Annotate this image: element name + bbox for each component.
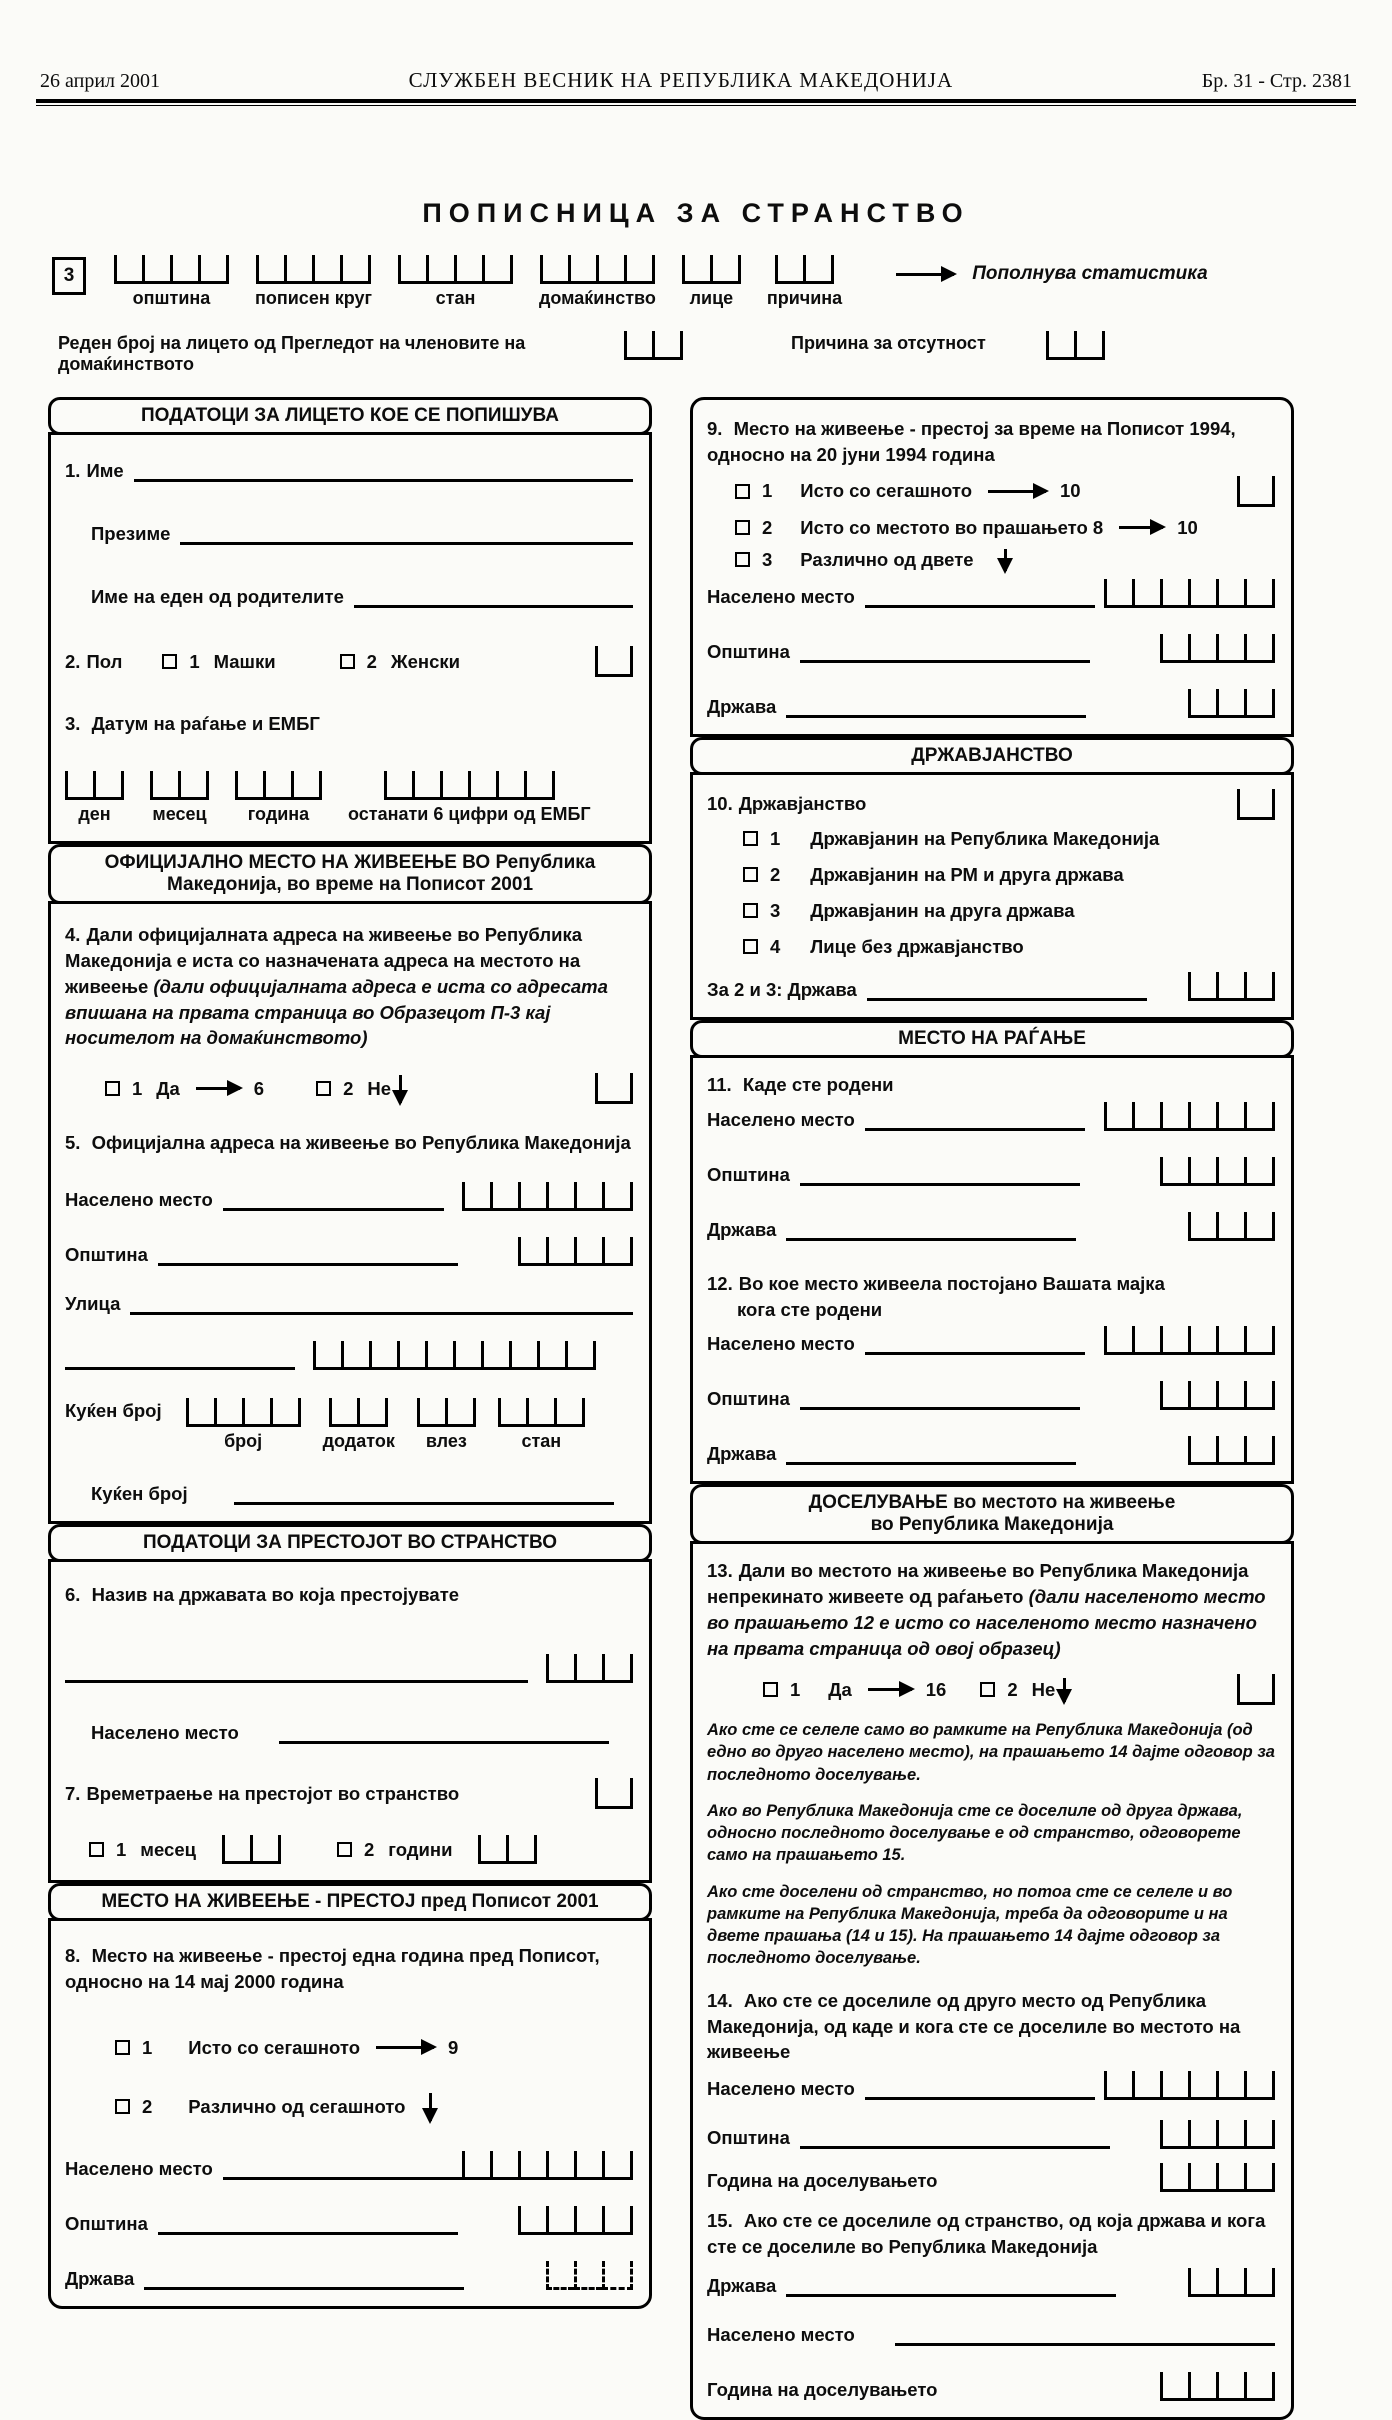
masthead-issue: Бр. 31 - Стр. 2381	[1201, 70, 1352, 92]
q8-country-line[interactable]	[144, 2267, 464, 2290]
q11-number: 11.	[707, 1073, 732, 1095]
q8-municipality-label: Општина	[65, 2212, 148, 2234]
q2-number: 2.	[65, 650, 81, 672]
q11-settlement-label: Населено место	[707, 1108, 855, 1130]
q8-goto-9: 9	[448, 2036, 459, 2058]
q13-yes-code: 1	[790, 1678, 801, 1700]
q10-opt2-code: 2	[770, 863, 781, 885]
q13-no-checkbox[interactable]	[980, 1682, 995, 1697]
q9-municipality-cells[interactable]	[1160, 634, 1275, 663]
q11-settlement-line[interactable]	[865, 1108, 1085, 1131]
q5-municipality-label: Општина	[65, 1244, 148, 1266]
apartment-cells[interactable]	[498, 1398, 585, 1427]
absence-reason-cells[interactable]	[1046, 331, 1105, 360]
q7-number: 7.	[65, 1782, 81, 1804]
q10-opt3-checkbox[interactable]	[743, 903, 758, 918]
q8-different-code: 2	[142, 2095, 153, 2117]
section-person-header: ПОДАТОЦИ ЗА ЛИЦЕТО КОЕ СЕ ПОПИШУВА	[48, 397, 652, 435]
q15-year-label: Година на доселувањето	[707, 2379, 938, 2401]
q1-number: 1.	[65, 460, 81, 481]
ordinal-label: Реден број на лицето од Прегледот на членовите на домаќинството	[58, 333, 526, 374]
q11-country-line[interactable]	[786, 1218, 1076, 1241]
q4-answer-box[interactable]	[595, 1073, 633, 1104]
parent-name-line[interactable]	[354, 585, 633, 608]
q10-opt2-label: Државјанин на РМ и друга држава	[810, 863, 1124, 885]
q9-different-checkbox[interactable]	[735, 552, 750, 567]
q13-text-italic: (дали населеното место во прашањето 12 е исто со населеното место назначено на првата страница од овој образец)	[707, 1586, 1266, 1660]
q13-note-1: Ако сте се селеле само во рамките на Република Македонија (од едно во друго населено место), на прашањето 14 дајте одговор за последното доселување.	[707, 1721, 1275, 1784]
q13-answer-box[interactable]	[1237, 1674, 1275, 1705]
reason-code-label: причина	[766, 288, 843, 308]
q9-same-code: 1	[762, 480, 773, 502]
q10-opt4-checkbox[interactable]	[743, 939, 758, 954]
section-census1994-body	[690, 397, 1294, 737]
dwelling-code-cells[interactable]	[398, 255, 513, 284]
section-official-residence-header	[48, 844, 652, 904]
sex-female-label: Женски	[390, 650, 461, 672]
q8-settlement-line[interactable]	[223, 2157, 462, 2180]
q5-label: Официјална адреса на живеење во Република Македонија	[91, 1132, 631, 1154]
q5-house-number-label: Куќен број	[65, 1400, 162, 1422]
q6-settlement-line[interactable]	[279, 1721, 609, 1744]
q11-label: Каде сте родени	[742, 1073, 894, 1095]
q4-no-label: Не	[367, 1077, 392, 1099]
q14-settlement-label: Населено место	[707, 2078, 855, 2100]
q5-settlement-cells[interactable]	[462, 1182, 633, 1211]
q9-settlement-label: Населено место	[707, 585, 855, 607]
q15-settlement-line[interactable]	[895, 2323, 1275, 2346]
q9-different-code: 3	[762, 548, 773, 570]
q9-sameq8-checkbox[interactable]	[735, 520, 750, 535]
q5-municipality-cells[interactable]	[518, 1237, 633, 1266]
first-name-line[interactable]	[134, 459, 633, 482]
birth-year-label: година	[247, 803, 310, 824]
q6-number: 6.	[65, 1584, 81, 1606]
first-name-label: Име	[86, 460, 124, 481]
masthead	[40, 68, 1352, 93]
section-citizenship-header: ДРЖАВЈАНСТВО	[690, 737, 1294, 775]
q5-street-label: Улица	[65, 1293, 121, 1315]
q11-country-label: Држава	[707, 1218, 777, 1240]
q8-settlement-cells[interactable]	[462, 2151, 633, 2180]
ordinal-row	[58, 333, 1392, 375]
masthead-rule-thin	[36, 105, 1356, 106]
arrow-right-icon	[988, 490, 1046, 493]
birth-year-cells[interactable]	[235, 771, 322, 800]
q9-municipality-label: Општина	[707, 640, 790, 662]
masthead-date: 26 април 2001	[40, 70, 160, 92]
section-residence-before-header: МЕСТО НА ЖИВЕЕЊЕ - ПРЕСТОЈ пред Пописот 2001	[48, 1883, 652, 1921]
q3-number: 3.	[65, 713, 81, 734]
q7-years-checkbox[interactable]	[337, 1842, 352, 1857]
q4-text: Дали официјалната адреса на живеење во Република Македонија е иста со назначената адреса на местото на живеење	[65, 923, 583, 997]
q15-label: Ако сте се доселиле од странство, од која држава и кога сте се доселиле во Република Македонија	[707, 2210, 1266, 2258]
q15-country-line[interactable]	[786, 2274, 1116, 2297]
q12-settlement-label: Населено место	[707, 1333, 855, 1355]
q12-label-line1: Во кое место живеела постојано Вашата мајка	[738, 1272, 1165, 1294]
q12-municipality-label: Општина	[707, 1388, 790, 1410]
q7-years-code: 2	[363, 1838, 375, 1860]
q15-country-label: Држава	[707, 2275, 777, 2297]
q4-no-code: 2	[343, 1077, 354, 1099]
q6-label: Назив на државата во која престојувате	[91, 1584, 460, 1606]
q6-country-cells[interactable]	[546, 1654, 633, 1683]
q5-street-line2[interactable]	[65, 1347, 295, 1370]
q15-number: 15.	[707, 2210, 733, 2232]
scanned-gazette-page	[0, 68, 1392, 2401]
q6-settlement-label: Населено место	[91, 1722, 239, 1744]
official-residence-header-line2: Македонија, во време на Пописот 2001	[166, 873, 534, 895]
q7-month-checkbox[interactable]	[89, 1842, 104, 1857]
birth-month-cells[interactable]	[150, 771, 209, 800]
q10-opt1-label: Државјанин на Република Македонија	[810, 827, 1160, 849]
q4-no-checkbox[interactable]	[316, 1081, 331, 1096]
q9-country-cells[interactable]	[1188, 689, 1275, 718]
q10-opt4-code: 4	[770, 935, 781, 957]
section-birthplace-body	[690, 1055, 1294, 1485]
q12-number: 12.	[707, 1272, 733, 1294]
q5-house-number2-label: Куќен број	[91, 1483, 188, 1505]
q5-number: 5.	[65, 1132, 81, 1154]
q13-text: Дали во местото на живеење во Република Македонија непрекинато живеете од раѓањето	[707, 1560, 1249, 1608]
surname-label: Презиме	[91, 523, 171, 544]
q15-country-cells[interactable]	[1188, 2268, 1275, 2297]
q7-label: Времетраење на престојот во странство	[86, 1782, 460, 1804]
q10-opt1-checkbox[interactable]	[743, 831, 758, 846]
form-code-box: 3	[52, 257, 86, 295]
sex-answer-box[interactable]	[595, 646, 633, 677]
section-official-residence-body	[48, 901, 652, 1524]
q8-different-checkbox[interactable]	[115, 2099, 130, 2114]
arrow-right-icon	[1119, 526, 1163, 529]
q13-yes-label: Да	[828, 1678, 852, 1700]
q12-country-line[interactable]	[786, 1442, 1076, 1465]
q4-yes-code: 1	[132, 1077, 143, 1099]
q13-no-code: 2	[1007, 1678, 1018, 1700]
census-circle-code-cells[interactable]	[256, 255, 371, 284]
q7-month-code: 1	[116, 1838, 127, 1860]
entrance-cells[interactable]	[417, 1398, 476, 1427]
sex-female-code: 2	[366, 650, 377, 672]
q10-opt3-code: 3	[770, 899, 781, 921]
q9-sameq8-code: 2	[762, 516, 773, 538]
section-residence-before-body	[48, 1918, 652, 2309]
birth-day-label: ден	[78, 803, 111, 824]
q11-settlement-cells[interactable]	[1104, 1102, 1275, 1131]
q7-years-label: години	[388, 1838, 453, 1860]
q8-country-label: Држава	[65, 2267, 135, 2289]
q12-settlement-line[interactable]	[865, 1332, 1085, 1355]
q10-label: Државјанство	[738, 793, 867, 815]
statistics-note: Пополнува статистика	[972, 263, 1208, 284]
q13-yes-checkbox[interactable]	[763, 1682, 778, 1697]
house-suffix-cell-label: додаток	[322, 1431, 395, 1452]
ordinal-cells[interactable]	[624, 331, 683, 360]
q9-different-label: Различно од двете	[800, 548, 974, 570]
dwelling-code-label: стан	[435, 288, 476, 308]
q12-country-label: Држава	[707, 1443, 777, 1465]
q5-settlement-line[interactable]	[223, 1188, 444, 1211]
q13-goto-16: 16	[925, 1678, 947, 1700]
q4-goto-6: 6	[253, 1077, 265, 1099]
arrow-down-icon	[1004, 549, 1007, 571]
q7-answer-box[interactable]	[595, 1778, 633, 1809]
q4-yes-label: Да	[156, 1077, 180, 1099]
migration-header-line2: во Република Македонија	[870, 1514, 1114, 1536]
q8-municipality-cells[interactable]	[518, 2206, 633, 2235]
q10-opt2-checkbox[interactable]	[743, 867, 758, 882]
q12-municipality-cells[interactable]	[1160, 1381, 1275, 1410]
q15-year-cells[interactable]	[1160, 2372, 1275, 2401]
q9-municipality-line[interactable]	[800, 640, 1090, 663]
house-number-cell-label: број	[224, 1431, 263, 1452]
q9-answer-box[interactable]	[1237, 476, 1275, 507]
municipality-code-label: општина	[132, 288, 211, 308]
arrow-down-icon	[1063, 1678, 1066, 1702]
q10-country-line[interactable]	[867, 978, 1147, 1001]
household-code-cells[interactable]	[540, 255, 655, 284]
arrow-right-icon	[896, 273, 954, 276]
q9-number: 9.	[707, 418, 723, 439]
q14-municipality-line[interactable]	[800, 2126, 1110, 2149]
q13-number: 13.	[707, 1560, 733, 1582]
birth-month-label: месец	[152, 803, 207, 824]
q8-number: 8.	[65, 1945, 81, 1967]
person-code-cells[interactable]	[682, 255, 741, 284]
form-title: ПОПИСНИЦА ЗА СТРАНСТВО	[422, 198, 970, 228]
q9-same-label: Исто со сегашното	[800, 480, 972, 502]
q8-same-checkbox[interactable]	[115, 2040, 130, 2055]
section-migration-header	[690, 1484, 1294, 1544]
q10-answer-box[interactable]	[1237, 789, 1275, 820]
section-abroad-body	[48, 1559, 652, 1883]
q12-label-line2: кога сте родени	[737, 1298, 883, 1320]
household-code-label: домаќинство	[538, 288, 656, 308]
masthead-rule-thick	[36, 99, 1356, 103]
q12-country-cells[interactable]	[1188, 1436, 1275, 1465]
house-suffix-cells[interactable]	[329, 1398, 388, 1427]
masthead-title: СЛУЖБЕН ВЕСНИК НА РЕПУБЛИКА МАКЕДОНИЈА	[408, 68, 954, 92]
embg-rest-cells[interactable]	[384, 771, 555, 800]
q9-same-checkbox[interactable]	[735, 484, 750, 499]
q14-settlement-line[interactable]	[865, 2077, 1095, 2100]
q8-country-cells[interactable]	[546, 2261, 633, 2290]
section-person-body	[48, 432, 652, 844]
q4-number: 4.	[65, 923, 81, 945]
section-birthplace-header: МЕСТО НА РАЃАЊЕ	[690, 1020, 1294, 1058]
q14-settlement-cells[interactable]	[1104, 2071, 1275, 2100]
migration-header-line1: ДОСЕЛУВАЊЕ во местото на живеење	[808, 1492, 1176, 1514]
sex-female-checkbox[interactable]	[340, 654, 355, 669]
q14-year-cells[interactable]	[1160, 2163, 1275, 2192]
q9-settlement-line[interactable]	[865, 585, 1095, 608]
section-migration-body	[690, 1541, 1294, 2420]
q12-settlement-cells[interactable]	[1104, 1326, 1275, 1355]
entrance-cell-label: влез	[425, 1431, 467, 1452]
q13-note-3: Ако сте доселени од странство, но потоа сте се селеле и во рамките на Република Македонија, треба да одговорите и на двете прашања (14 и 15). На прашањето 14 дајте одговор за последното доселување.	[707, 1882, 1233, 1968]
q13-no-label: Не	[1031, 1678, 1056, 1700]
q10-country-cells[interactable]	[1188, 972, 1275, 1001]
arrow-right-icon	[196, 1087, 240, 1090]
q10-opt3-label: Државјанин на друга држава	[810, 899, 1075, 921]
q5-settlement-label: Населено место	[65, 1189, 213, 1211]
apartment-cell-label: стан	[521, 1431, 562, 1452]
sex-label: Пол	[86, 650, 123, 672]
q7-month-label: месец	[140, 1838, 196, 1860]
q14-municipality-cells[interactable]	[1160, 2120, 1275, 2149]
sex-male-code: 1	[189, 650, 200, 672]
q11-municipality-line[interactable]	[800, 1163, 1080, 1186]
q11-country-cells[interactable]	[1188, 1212, 1275, 1241]
q5-street-cells[interactable]	[313, 1341, 596, 1370]
arrow-down-icon	[429, 2093, 432, 2121]
q7-month-cells[interactable]	[222, 1835, 281, 1864]
q5-house-number2-line[interactable]	[234, 1482, 614, 1505]
section-abroad-header: ПОДАТОЦИ ЗА ПРЕСТОЈОТ ВО СТРАНСТВО	[48, 1524, 652, 1562]
q10-number: 10.	[707, 793, 733, 815]
q9-sameq8-label: Исто со местото во прашањето 8	[800, 516, 1104, 538]
q10-country-label: За 2 и 3: Држава	[707, 978, 857, 1000]
q10-opt1-code: 1	[770, 827, 781, 849]
q7-years-cells[interactable]	[478, 1835, 537, 1864]
birthdate-embg-label: Датум на раѓање и ЕМБГ	[91, 713, 320, 734]
code-row	[52, 255, 1392, 309]
q8-different-label: Различно од сегашното	[188, 2095, 406, 2117]
q9-goto-10a: 10	[1060, 480, 1081, 502]
q14-label: Ако сте се доселиле од друго место од Република Македонија, од каде и кога сте се доселиле во местото на живеење	[707, 1989, 1241, 2063]
q11-municipality-cells[interactable]	[1160, 1157, 1275, 1186]
q5-municipality-line[interactable]	[158, 1243, 458, 1266]
q14-number: 14.	[707, 1989, 733, 2011]
q9-country-line[interactable]	[786, 695, 1086, 718]
q8-settlement-label: Населено место	[65, 2157, 213, 2179]
sex-male-checkbox[interactable]	[162, 654, 177, 669]
sex-male-label: Машки	[213, 650, 276, 672]
parent-name-label: Име на еден од родителите	[91, 586, 344, 607]
q13-note-2: Ако во Република Македонија сте се доселиле од друга држава, односно последното доселување е од странство, одговорете само на прашањето 15.	[707, 1801, 1243, 1865]
q9-country-label: Држава	[707, 695, 777, 717]
official-residence-header-line1: ОФИЦИЈАЛНО МЕСТО НА ЖИВЕЕЊЕ ВО Република	[104, 851, 596, 873]
q4-yes-checkbox[interactable]	[105, 1081, 120, 1096]
q8-municipality-line[interactable]	[158, 2212, 458, 2235]
q8-label: Место на живеење - престој една година пред Пописот, односно на 14 мај 2000 година	[65, 1945, 600, 1993]
q4-text-italic: (дали официјалната адреса е иста со адресата впишана на првата страница во Образецот П-3 кај носителот на домаќинството)	[65, 975, 608, 1049]
q6-country-line[interactable]	[65, 1660, 528, 1683]
municipality-code-cells[interactable]	[114, 255, 229, 284]
embg-rest-label: останати 6 цифри од ЕМБГ	[348, 803, 591, 824]
arrow-down-icon	[399, 1075, 402, 1103]
house-number-cells[interactable]	[186, 1398, 301, 1427]
birth-day-cells[interactable]	[65, 771, 124, 800]
q14-year-label: Година на доселувањето	[707, 2170, 938, 2192]
arrow-right-icon	[376, 2046, 434, 2049]
arrow-right-icon	[868, 1688, 912, 1691]
q9-goto-10b: 10	[1177, 516, 1198, 538]
q9-label: Место на живеење - престој за време на Пописот 1994, односно на 20 јуни 1994 година	[707, 418, 1236, 465]
q15-settlement-label: Населено место	[707, 2324, 855, 2346]
q14-municipality-label: Општина	[707, 2127, 790, 2149]
absence-reason-label: Причина за отсутност	[791, 333, 986, 353]
census-circle-code-label: пописен круг	[255, 288, 372, 308]
person-code-label: лице	[689, 288, 734, 308]
reason-code-cells[interactable]	[775, 255, 834, 284]
q8-same-code: 1	[142, 2036, 153, 2058]
surname-line[interactable]	[180, 522, 633, 545]
section-citizenship-body	[690, 772, 1294, 1020]
q10-opt4-label: Лице без државјанство	[810, 935, 1024, 957]
q11-municipality-label: Општина	[707, 1163, 790, 1185]
right-column	[690, 397, 1294, 2420]
q12-municipality-line[interactable]	[800, 1387, 1080, 1410]
q8-same-label: Исто со сегашното	[188, 2036, 360, 2058]
q9-settlement-cells[interactable]	[1104, 579, 1275, 608]
q5-street-line[interactable]	[130, 1292, 633, 1315]
left-column	[48, 397, 652, 2309]
